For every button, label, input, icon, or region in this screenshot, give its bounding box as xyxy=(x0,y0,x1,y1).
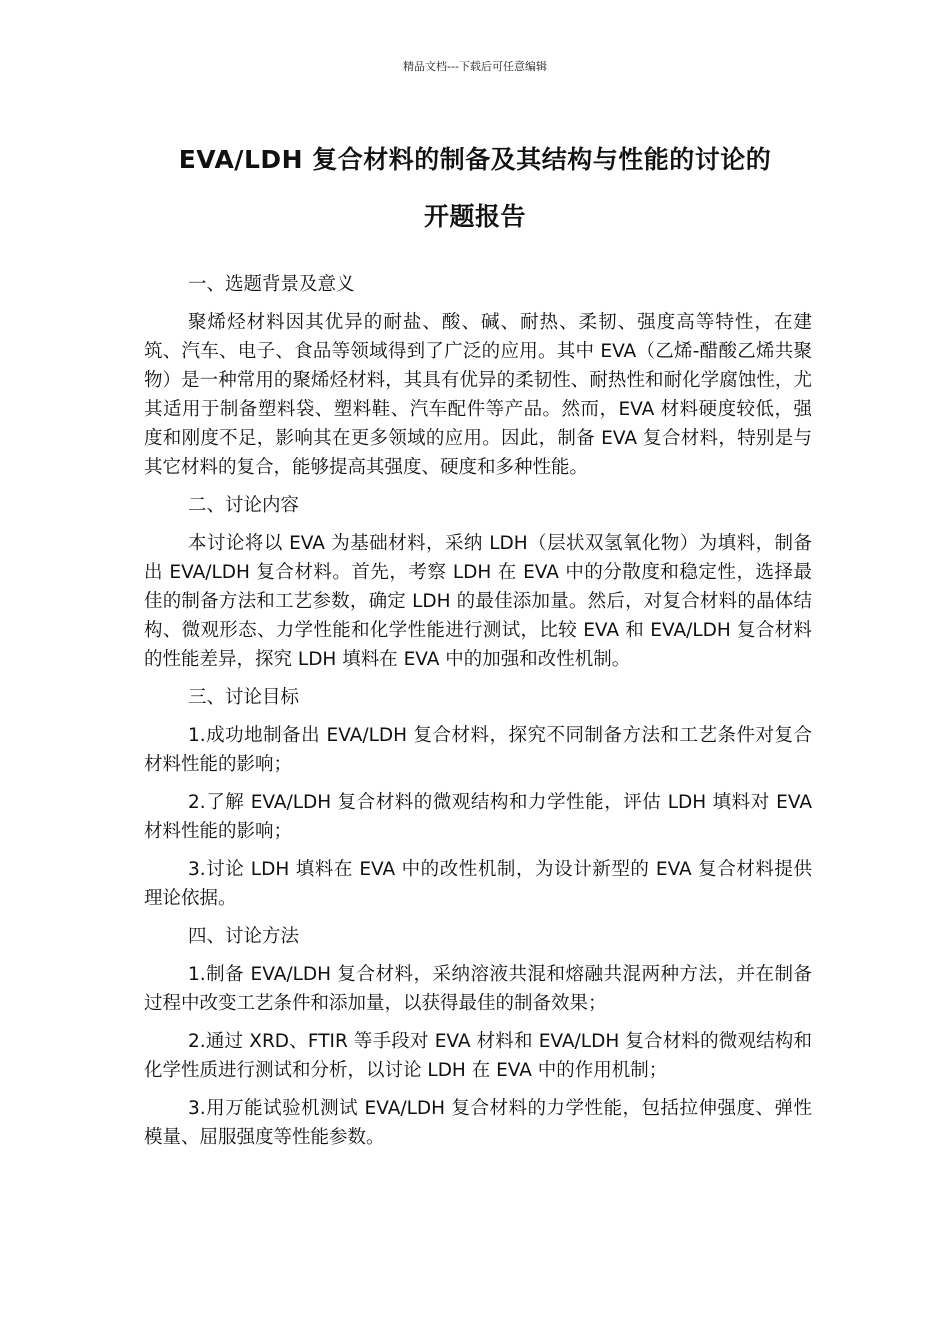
page-header: 精品文档---下载后可任意编辑 xyxy=(403,60,547,73)
document-body xyxy=(144,270,812,1161)
document-title-line-1: EVA/LDH 复合材料的制备及其结构与性能的讨论的 xyxy=(178,145,772,174)
section-heading-content: 二、讨论内容 xyxy=(188,495,300,516)
paragraph: 聚烯烃材料因其优异的耐盐、酸、碱、耐热、柔韧、强度高等特性，在建筑、汽车、电子、食品等领域得到了广泛的应用。其中 EVA（乙烯-醋酸乙烯共聚物）是一种常用的聚烯烃材料，其具有优异的柔韧性、耐热性和耐化学腐蚀性，尤其适用于制备塑料袋、塑料鞋、汽车配件等产品。然而，EVA 材料硬度较低，强度和刚度不足，影响其在更多领域的应用。因此，制备 EVA 复合材料，特别是与其它材料的复合，能够提高其强度、硬度和多种性能。 xyxy=(144,312,812,478)
paragraph: 3.用万能试验机测试 EVA/LDH 复合材料的力学性能，包括拉伸强度、弹性模量、屈服强度等性能参数。 xyxy=(144,1098,812,1148)
section-heading-goals: 三、讨论目标 xyxy=(188,687,300,708)
paragraph: 3.讨论 LDH 填料在 EVA 中的改性机制，为设计新型的 EVA 复合材料提供理论依据。 xyxy=(144,859,812,909)
paragraph: 2.通过 XRD、FTIR 等手段对 EVA 材料和 EVA/LDH 复合材料的微观结构和化学性质进行测试和分析，以讨论 LDH 在 EVA 中的作用机制； xyxy=(144,1031,812,1081)
paragraph: 1.制备 EVA/LDH 复合材料，采纳溶液共混和熔融共混两种方法，并在制备过程中改变工艺条件和添加量，以获得最佳的制备效果； xyxy=(144,964,812,1014)
paragraph: 2.了解 EVA/LDH 复合材料的微观结构和力学性能，评估 LDH 填料对 EVA 材料性能的影响； xyxy=(144,792,812,842)
paragraph: 本讨论将以 EVA 为基础材料，采纳 LDH（层状双氢氧化物）为填料，制备出 EVA/LDH 复合材料。首先，考察 LDH 在 EVA 中的分散度和稳定性，选择最佳的制备方法和工艺参数，确定 LDH 的最佳添加量。然后，对复合材料的晶体结构、微观形态、力学性能和化学性能进行测试，比较 EVA 和 EVA/LDH 复合材料的性能差异，探究 LDH 填料在 EVA 中的加强和改性机制。 xyxy=(144,533,812,670)
paragraph: 1.成功地制备出 EVA/LDH 复合材料，探究不同制备方法和工艺条件对复合材料性能的影响； xyxy=(144,725,812,775)
section-heading-methods: 四、讨论方法 xyxy=(188,926,300,947)
section-heading-background: 一、选题背景及意义 xyxy=(188,274,355,295)
document-title-line-2: 开题报告 xyxy=(423,202,526,231)
